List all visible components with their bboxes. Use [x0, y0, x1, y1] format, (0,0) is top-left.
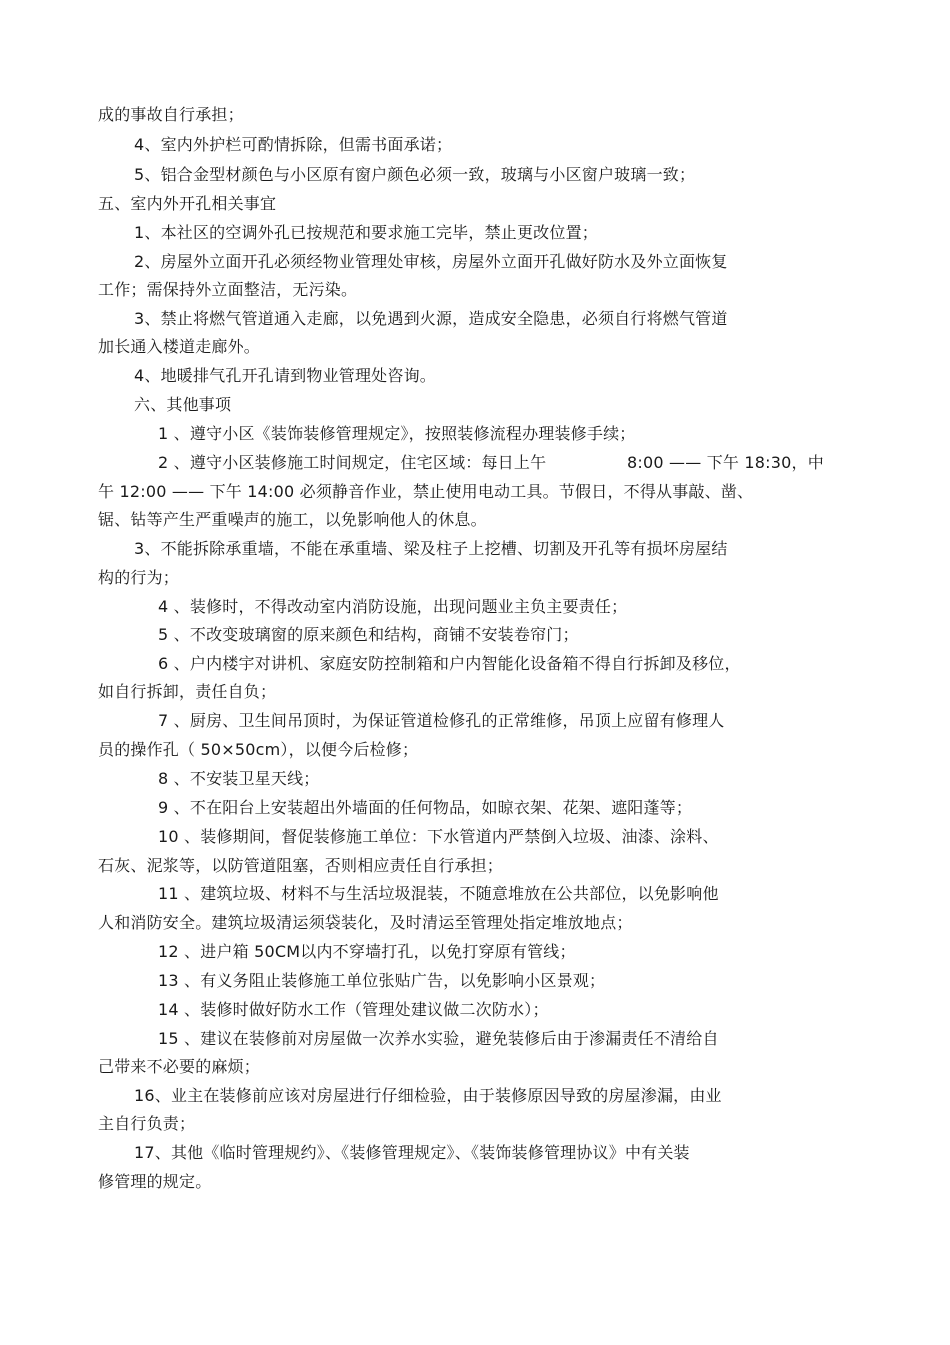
text-line: 10 、装修期间，督促装修施工单位：下水管道内严禁倒入垃圾、油漆、涂料、	[158, 827, 719, 846]
text-line: 如自行拆卸，责任自负；	[98, 682, 277, 701]
text-line: 12 、进户箱 50CM以内不穿墙打孔，以免打穿原有管线；	[158, 942, 576, 961]
text-line: 人和消防安全。建筑垃圾清运须袋装化，及时清运至管理处指定堆放地点；	[98, 913, 633, 932]
section-heading: 五、室内外开孔相关事宜	[98, 194, 277, 213]
text-line: 员的操作孔（ 50×50cm），以便今后检修；	[98, 740, 419, 759]
text-line: 1 、遵守小区《装饰装修管理规定》，按照装修流程办理装修手续；	[158, 424, 636, 443]
section-heading: 六、其他事项	[134, 395, 232, 414]
text-line: 工作；需保持外立面整洁，无污染。	[98, 280, 358, 299]
text-line: 6 、户内楼宇对讲机、家庭安防控制箱和户内智能化设备箱不得自行拆卸及移位，	[158, 654, 741, 673]
text-line: 1、本社区的空调外孔已按规范和要求施工完毕，禁止更改位置；	[134, 223, 598, 242]
text-line: 4、地暖排气孔开孔请到物业管理处咨询。	[134, 366, 436, 385]
text-line: 5 、不改变玻璃窗的原来颜色和结构，商铺不安装卷帘门；	[158, 625, 579, 644]
text-line: 15 、建议在装修前对房屋做一次养水实验，避免装修后由于渗漏责任不清给自	[158, 1029, 719, 1048]
text-line: 8:00 —— 下午 18:30，中	[627, 453, 824, 472]
text-line: 加长通入楼道走廊外。	[98, 337, 261, 356]
text-line: 修管理的规定。	[98, 1172, 212, 1191]
text-line: 9 、不在阳台上安装超出外墙面的任何物品，如晾衣架、花架、遮阳蓬等；	[158, 798, 693, 817]
text-line: 2 、遵守小区装修施工时间规定，住宅区域：每日上午	[158, 453, 547, 472]
text-line: 11 、建筑垃圾、材料不与生活垃圾混装，不随意堆放在公共部位，以免影响他	[158, 884, 719, 903]
text-line: 己带来不必要的麻烦；	[98, 1057, 261, 1076]
text-line: 4、室内外护栏可酌情拆除，但需书面承诺；	[134, 135, 453, 154]
text-line: 4 、装修时，不得改动室内消防设施，出现问题业主负主要责任；	[158, 597, 628, 616]
text-line: 16、业主在装修前应该对房屋进行仔细检验，由于装修原因导致的房屋渗漏，由业	[134, 1086, 722, 1105]
text-line: 13 、有义务阻止装修施工单位张贴广告，以免影响小区景观；	[158, 971, 606, 990]
text-line: 构的行为；	[98, 568, 180, 587]
text-line: 5、铝合金型材颜色与小区原有窗户颜色必须一致，玻璃与小区窗户玻璃一致；	[134, 165, 696, 184]
text-line: 成的事故自行承担；	[98, 105, 244, 124]
text-line: 主自行负责；	[98, 1114, 196, 1133]
text-line: 2、房屋外立面开孔必须经物业管理处审核，房屋外立面开孔做好防水及外立面恢复	[134, 252, 728, 271]
text-line: 3、不能拆除承重墙，不能在承重墙、梁及柱子上挖槽、切割及开孔等有损坏房屋结	[134, 539, 728, 558]
text-line: 7 、厨房、卫生间吊顶时，为保证管道检修孔的正常维修，吊顶上应留有修理人	[158, 711, 725, 730]
text-line: 石灰、泥浆等，以防管道阻塞，否则相应责任自行承担；	[98, 856, 504, 875]
text-line: 午 12:00 —— 下午 14:00 必须静音作业，禁止使用电动工具。节假日，不得从事敲、凿、	[98, 482, 754, 501]
text-line: 17、其他《临时管理规约》、《装修管理规定》、《装饰装修管理协议》中有关装	[134, 1143, 690, 1162]
text-line: 14 、装修时做好防水工作（管理处建议做二次防水）；	[158, 1000, 549, 1019]
text-line: 锯、钻等产生严重噪声的施工，以免影响他人的休息。	[98, 510, 487, 529]
text-line: 3、禁止将燃气管道通入走廊，以免遇到火源，造成安全隐患，必须自行将燃气管道	[134, 309, 728, 328]
text-line: 8 、不安装卫星天线；	[158, 769, 320, 788]
